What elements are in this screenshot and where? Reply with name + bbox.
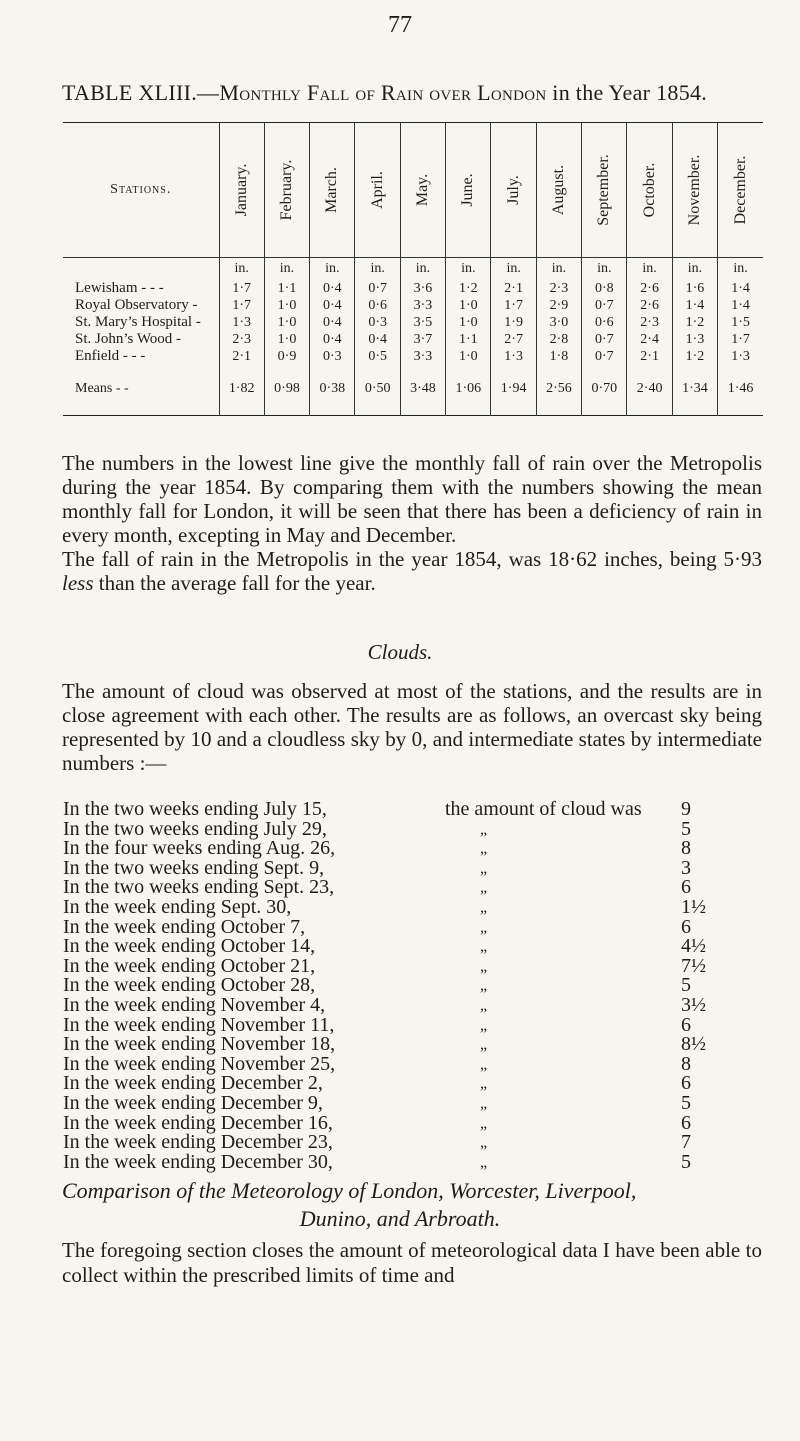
rain-value: 1·7 (491, 297, 536, 314)
cloud-amount: 6 (681, 915, 691, 938)
rain-value: 0·6 (582, 314, 627, 331)
cloud-period: In the week ending November 4, (63, 993, 326, 1016)
mean-value: 0·98 (264, 379, 309, 399)
rain-value: 0·8 (582, 280, 627, 297)
unit-cell: in. (733, 261, 748, 276)
month-header (718, 123, 763, 258)
bottom-spacer-row (63, 399, 763, 416)
units-row (63, 258, 763, 281)
cloud-amount: 3 (681, 856, 691, 879)
cloud-amount-label: the amount of cloud was (445, 798, 642, 820)
rain-value: 1·0 (264, 314, 309, 331)
cloud-record (63, 839, 763, 859)
cloud-record (63, 895, 763, 918)
cloud-record (63, 937, 763, 957)
rain-value: 1·4 (731, 281, 750, 296)
cloud-amount: 6 (681, 1111, 691, 1134)
month-label: May. (413, 173, 431, 207)
clouds-heading: Clouds. (367, 640, 433, 664)
ditto-mark: „ (480, 1134, 488, 1152)
month-label: November. (685, 154, 703, 226)
unit-cell: in. (400, 258, 445, 281)
rain-value: 1·0 (446, 314, 491, 331)
month-header (627, 123, 672, 258)
rain-value: 2·1 (627, 348, 672, 365)
mean-value: 1·46 (727, 381, 754, 396)
rain-value: 1·7 (731, 332, 750, 347)
month-header (264, 123, 309, 258)
units-empty-cell (63, 258, 219, 281)
cloud-record (63, 1074, 763, 1094)
month-label: March. (323, 167, 341, 213)
ditto-mark: „ (480, 918, 488, 936)
rain-value: 2·4 (627, 331, 672, 348)
rain-value: 0·9 (264, 348, 309, 365)
rain-value: 2·6 (627, 280, 672, 297)
month-header (536, 123, 581, 258)
rain-value: 0·3 (355, 314, 400, 331)
total-rainfall-text-b: than the average fall for the year. (93, 571, 376, 595)
mean-value: 1·94 (491, 379, 536, 399)
mean-value: 2·56 (536, 379, 581, 399)
rain-value: 3·0 (536, 314, 581, 331)
cloud-amount: 9 (681, 798, 691, 820)
rain-value: 1·0 (446, 297, 491, 314)
stations-header: Stations. (63, 123, 219, 258)
cloud-amount: 5 (681, 974, 691, 997)
ditto-mark: „ (480, 1055, 488, 1073)
ditto-mark: „ (480, 879, 488, 897)
clouds-paragraph: The amount of cloud was observed at most of the stations, and the results are in close agreement with each other. The results are as follows, an overcast sky being represented by 10 and a cloudless sky by 0, and intermediate states by intermediate numbers :— (62, 679, 762, 775)
station-name: Enfield - - - (63, 348, 219, 365)
rain-value: 1·4 (672, 297, 717, 314)
rain-value: 3·5 (400, 314, 445, 331)
cloud-amount: 8 (681, 837, 691, 860)
cloud-record (63, 1091, 763, 1114)
cloud-period: In the week ending December 9, (63, 1091, 323, 1114)
table-title-suffix: in the Year 1854. (546, 80, 708, 105)
month-header (355, 123, 400, 258)
rain-value: 1·3 (672, 331, 717, 348)
cloud-period: In the two weeks ending July 29, (63, 817, 327, 840)
mean-value: 1·82 (219, 379, 264, 399)
station-name: St. Mary’s Hospital - (63, 314, 219, 331)
cloud-amount: 8 (681, 1052, 691, 1075)
rain-value: 1·5 (731, 315, 750, 330)
mean-value: 0·70 (582, 379, 627, 399)
month-header (491, 123, 536, 258)
rain-value: 0·7 (582, 348, 627, 365)
cloud-amount: 6 (681, 1013, 691, 1036)
rain-value: 2·9 (536, 297, 581, 314)
month-label: October. (640, 162, 658, 218)
cloud-period: In the week ending October 14, (63, 935, 316, 958)
cloud-period: In the week ending October 21, (63, 954, 316, 977)
cloud-record (63, 976, 763, 996)
ditto-mark: „ (480, 820, 488, 838)
unit-cell: in. (582, 258, 627, 281)
ditto-mark: „ (480, 957, 488, 975)
mean-value: 3·48 (400, 379, 445, 399)
rain-value: 1·0 (264, 331, 309, 348)
cloud-period: In the two weeks ending July 15, (63, 798, 327, 820)
ditto-mark: „ (480, 1016, 488, 1034)
station-name: Royal Observatory - (63, 297, 219, 314)
rain-value: 1·8 (536, 348, 581, 365)
rain-value: 2·1 (219, 348, 264, 365)
rain-value: 2·8 (536, 331, 581, 348)
cloud-period: In the two weeks ending Sept. 9, (63, 856, 325, 879)
cloud-period: In the week ending Sept. 30, (63, 895, 292, 918)
rain-value: 3·3 (400, 348, 445, 365)
ditto-mark: „ (480, 1075, 488, 1093)
ditto-mark: „ (480, 1114, 488, 1132)
cloud-amount: 6 (681, 1072, 691, 1095)
unit-cell: in. (536, 258, 581, 281)
mean-value: 0·38 (310, 379, 355, 399)
station-name: Lewisham - - - (63, 280, 219, 297)
ditto-mark: „ (480, 840, 488, 858)
month-header (446, 123, 491, 258)
cloud-period: In the week ending October 28, (63, 974, 316, 997)
cloud-amount-list (63, 800, 763, 1172)
rain-value: 2·3 (219, 331, 264, 348)
total-rainfall-emphasis: less (62, 571, 94, 595)
rain-value: 1·4 (731, 298, 750, 313)
month-header (310, 123, 355, 258)
rain-value: 2·6 (627, 297, 672, 314)
station-name: St. John’s Wood - (63, 331, 219, 348)
month-header (400, 123, 445, 258)
cloud-period: In the week ending November 25, (63, 1052, 336, 1075)
station-row (63, 280, 763, 297)
unit-cell: in. (627, 258, 672, 281)
station-row (63, 348, 763, 365)
unit-cell: in. (310, 258, 355, 281)
cloud-amount: 5 (681, 817, 691, 840)
station-row (63, 297, 763, 314)
cloud-period: In the week ending December 30, (63, 1150, 333, 1173)
cloud-record (63, 800, 763, 820)
cloud-amount: 5 (681, 1091, 691, 1114)
rain-value: 1·9 (491, 314, 536, 331)
rain-value: 1·7 (219, 280, 264, 297)
month-label: September. (595, 154, 613, 226)
rain-value: 1·3 (491, 348, 536, 365)
ditto-mark: „ (480, 859, 488, 877)
rainfall-table (63, 122, 763, 416)
unit-cell: in. (219, 258, 264, 281)
means-label: Means - - (63, 379, 219, 399)
rain-value: 0·4 (310, 297, 355, 314)
cloud-amount: 8½ (681, 1033, 706, 1056)
rain-value: 2·3 (627, 314, 672, 331)
rain-value: 0·7 (582, 331, 627, 348)
rainfall-paragraph: The numbers in the lowest line give the monthly fall of rain over the Metropolis during the year 1854. By comparing them with the numbers showing the mean monthly fall for London, it will be seen that there has been a deficiency of rain in every month, excepting in May and December. (62, 451, 762, 547)
unit-cell: in. (491, 258, 536, 281)
rain-value: 0·4 (310, 314, 355, 331)
mean-value: 1·34 (672, 379, 717, 399)
comparison-heading-line-1: Comparison of the Meteorology of London, Worcester, Liverpool, (62, 1178, 637, 1203)
unit-cell: in. (355, 258, 400, 281)
rain-value: 0·4 (310, 280, 355, 297)
month-label: August. (549, 164, 567, 216)
cloud-period: In the week ending December 2, (63, 1072, 323, 1095)
ditto-mark: „ (480, 1153, 488, 1171)
station-row (63, 314, 763, 331)
cloud-record (63, 1150, 763, 1173)
total-rainfall-paragraph (62, 547, 762, 595)
cloud-period: In the week ending November 18, (63, 1033, 336, 1056)
page-number: 77 (388, 12, 412, 38)
cloud-amount: 3½ (681, 993, 706, 1016)
cloud-period: In the week ending October 7, (63, 915, 306, 938)
cloud-amount: 6 (681, 876, 691, 899)
rain-value: 0·7 (355, 280, 400, 297)
table-title-prefix: TABLE XLIII.— (62, 80, 220, 105)
rain-value: 0·4 (310, 331, 355, 348)
rain-value: 1·0 (446, 348, 491, 365)
closing-paragraph: The foregoing section closes the amount of meteorological data I have been able to collect within the prescribed limits of time and (62, 1238, 762, 1287)
rain-value: 1·1 (446, 331, 491, 348)
unit-cell: in. (672, 258, 717, 281)
rain-value: 1·3 (731, 349, 750, 364)
cloud-record (63, 993, 763, 1016)
ditto-mark: „ (480, 1036, 488, 1054)
rain-value: 2·1 (491, 280, 536, 297)
month-label: December. (731, 155, 749, 225)
rain-value: 0·4 (355, 331, 400, 348)
rain-value: 1·2 (672, 348, 717, 365)
cloud-amount: 7 (681, 1131, 691, 1154)
rain-value: 1·0 (264, 297, 309, 314)
rain-value: 3·6 (400, 280, 445, 297)
rain-value: 1·2 (446, 280, 491, 297)
rain-value: 2·7 (491, 331, 536, 348)
month-label: June. (459, 173, 477, 207)
rain-value: 3·3 (400, 297, 445, 314)
total-rainfall-text-a: The fall of rain in the Metropolis in the year 1854, was 18·62 inches, being 5·93 (62, 547, 762, 571)
cloud-amount: 7½ (681, 954, 706, 977)
ditto-mark: „ (480, 938, 488, 956)
month-label: February. (277, 159, 295, 221)
rain-value: 1·6 (672, 280, 717, 297)
rain-value: 1·2 (672, 314, 717, 331)
mean-value: 1·06 (446, 379, 491, 399)
month-label: January. (232, 163, 250, 217)
comparison-heading-line-2: Dunino, and Arbroath. (299, 1206, 501, 1231)
rain-value: 0·6 (355, 297, 400, 314)
rain-value: 0·3 (310, 348, 355, 365)
spacer-row (63, 365, 763, 379)
unit-cell: in. (264, 258, 309, 281)
cloud-amount: 5 (681, 1150, 691, 1173)
unit-cell: in. (446, 258, 491, 281)
cloud-amount: 1½ (681, 895, 706, 918)
rain-value: 0·5 (355, 348, 400, 365)
rain-value: 1·7 (219, 297, 264, 314)
rain-value: 3·7 (400, 331, 445, 348)
means-row (63, 379, 763, 399)
cloud-record (63, 1133, 763, 1153)
table-title (62, 80, 707, 106)
cloud-period: In the week ending November 11, (63, 1013, 335, 1036)
month-header (219, 123, 264, 258)
ditto-mark: „ (480, 996, 488, 1014)
table-header-row (63, 123, 763, 258)
mean-value: 2·40 (627, 379, 672, 399)
table-title-caps: Monthly Fall of Rain over London (219, 80, 547, 105)
month-label: April. (368, 171, 386, 209)
cloud-period: In the two weeks ending Sept. 23, (63, 876, 335, 899)
cloud-record (63, 1035, 763, 1055)
month-header (582, 123, 627, 258)
cloud-amount: 4½ (681, 935, 706, 958)
rain-value: 2·3 (536, 280, 581, 297)
month-label: July. (504, 175, 522, 205)
ditto-mark: „ (480, 1094, 488, 1112)
ditto-mark: „ (480, 977, 488, 995)
mean-value: 0·50 (355, 379, 400, 399)
cloud-period: In the week ending December 16, (63, 1111, 333, 1134)
rain-value: 0·7 (582, 297, 627, 314)
cloud-period: In the week ending December 23, (63, 1131, 333, 1154)
ditto-mark: „ (480, 898, 488, 916)
month-header (672, 123, 717, 258)
rain-value: 1·1 (264, 280, 309, 297)
rain-value: 1·3 (219, 314, 264, 331)
cloud-period: In the four weeks ending Aug. 26, (63, 837, 336, 860)
station-row (63, 331, 763, 348)
